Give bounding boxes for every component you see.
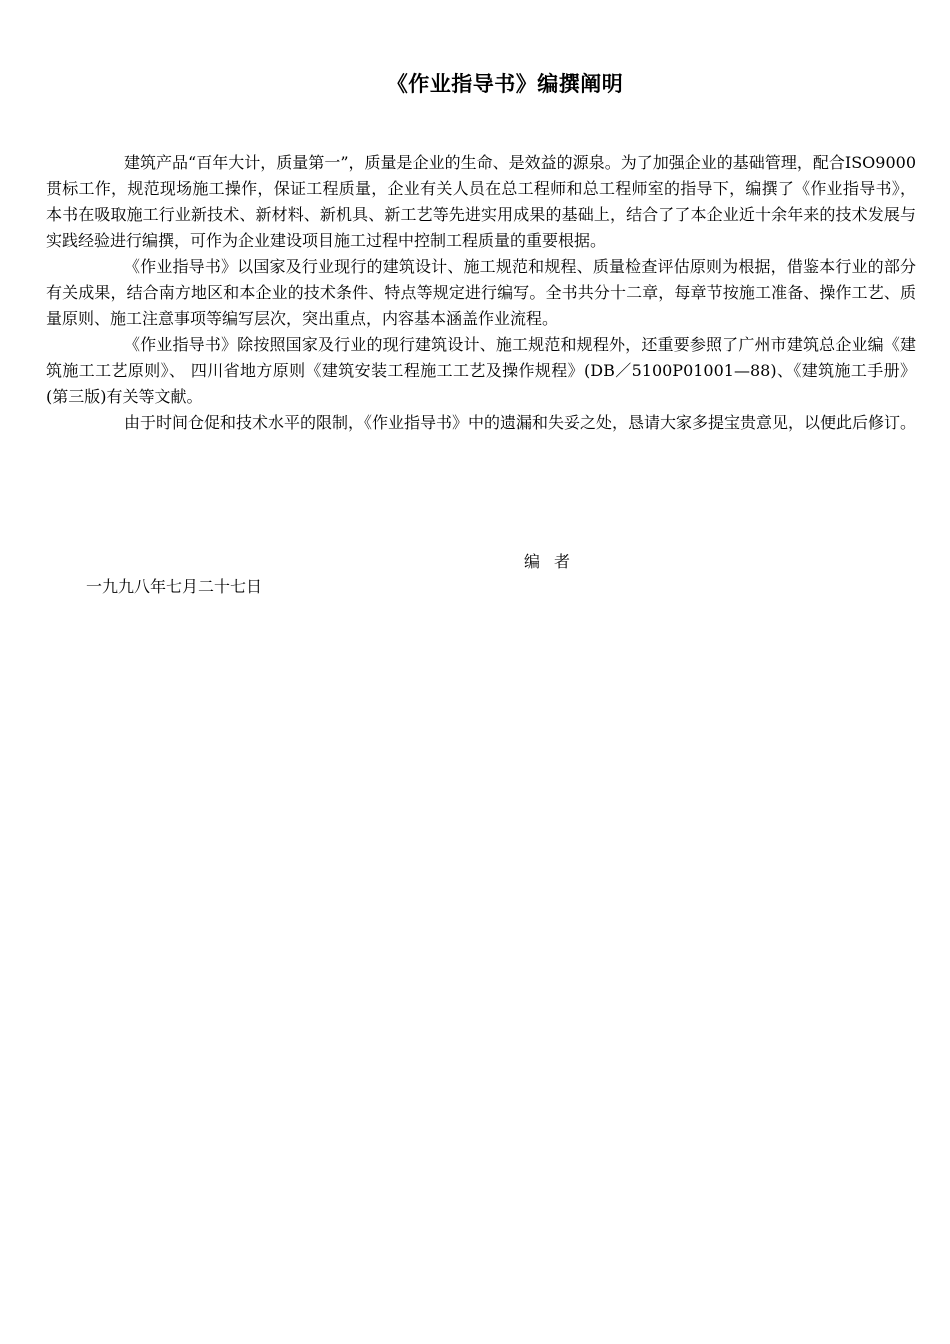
paragraph-2: 《作业指导书》以国家及行业现行的建筑设计、施工规范和规程、质量检查评估原则为根据，借鉴本行业的部分有关成果，结合南方地区和本企业的技术条件、特点等规定进行编写。全书共分十二章，每章节按施工准备、操作工艺、质量原则、施工注意事项等编写层次，突出重点，内容基本涵盖作业流程。: [46, 257, 916, 328]
document-body: [46, 150, 916, 436]
document-date: 一九九八年七月二十七日: [86, 577, 263, 596]
paragraph-1: 建筑产品“百年大计，质量第一”，质量是企业的生命、是效益的源泉。为了加强企业的基础管理，配合ISO9000贯标工作，规范现场施工操作，保证工程质量，企业有关人员在总工程师和总工程师室的指导下，编撰了《作业指导书》，本书在吸取施工行业新技术、新材料、新机具、新工艺等先进实用成果的基础上，结合了了本企业近十余年来的技术发展与实践经验进行编撰，可作为企业建设项目施工过程中控制工程质量的重要根据。: [46, 153, 916, 250]
document-title: 《作业指导书》编撰阐明: [386, 72, 624, 96]
paragraph-4: 由于时间仓促和技术水平的限制，《作业指导书》中的遗漏和失妥之处，恳请大家多提宝贵意见，以便此后修订。: [124, 413, 917, 432]
editor-signature: 编者: [524, 552, 585, 571]
paragraph-3: 《作业指导书》除按照国家及行业的现行建筑设计、施工规范和规程外，还重要参照了广州市建筑总企业编《建筑施工工艺原则》、 四川省地方原则《建筑安装工程施工工艺及操作规程》(DB／5100P01001—88)、《建筑施工手册》(第三版)有关等文献。: [46, 335, 916, 406]
